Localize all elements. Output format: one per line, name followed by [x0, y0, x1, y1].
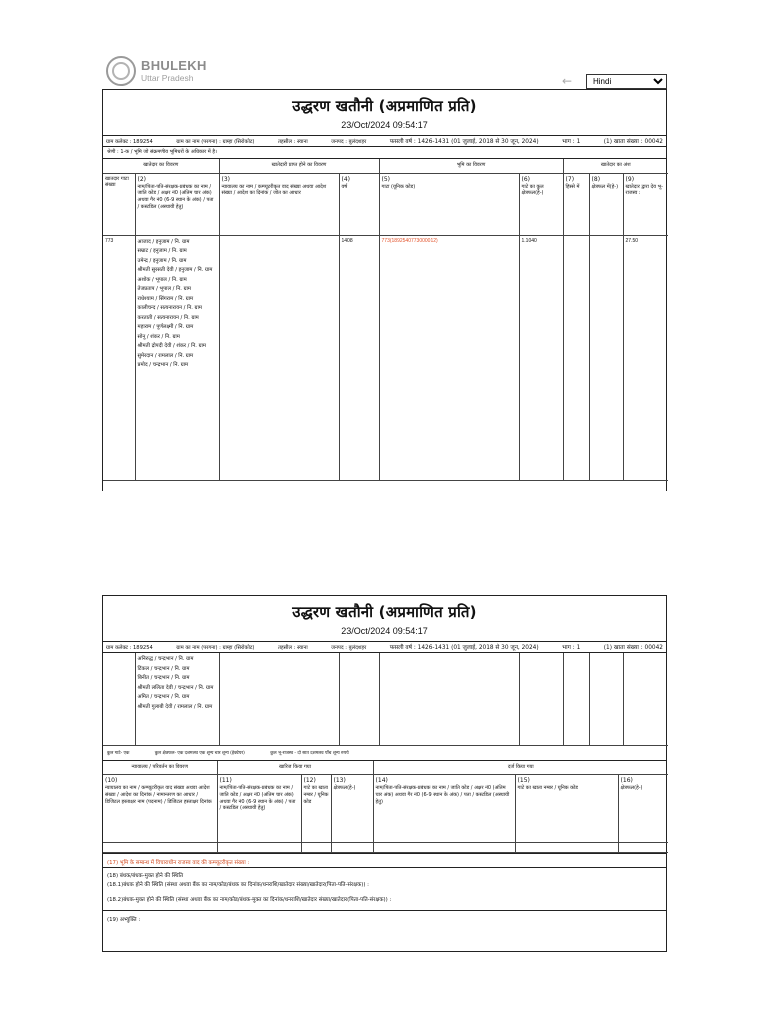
list-item: अनिरुद्ध / चन्द्रभान / नि. ग्राम — [137, 656, 194, 662]
khatauni-page-1 — [102, 89, 667, 491]
list-item: श्रीमती द्रोपदी देवी / शंकर / नि. ग्राम — [137, 343, 206, 350]
column-header: (15) गाटे का खाता नम्बर / यूनिक कोड — [515, 775, 618, 843]
column-header: (7) हिस्से में — [563, 173, 589, 235]
column-header: (6) गाटे का कुल क्षेत्रफल(हे-) — [519, 173, 563, 235]
group-header-darj: दर्ज किया गया — [373, 761, 668, 775]
tehsil: तहसील : स्याना — [277, 139, 308, 145]
column-header: (10) न्यायालय का नाम / कम्प्यूटरीकृत वाद संख्या अथवा आदेश संख्या / आदेश का दिनांक / नामान्तरण का आधार / डिजिटल हस्ताक्षर नाम (पदनाम) / डिजिटल हस्ताक्षर दिनांक — [103, 775, 217, 843]
column-header: (11) नाम/पिता-पति-संरक्षक-प्रबंधक का नाम / जाति कोड / अक्षर नं0 (अंतिम चार अंक) अथवा गैर नं0 (6-9 स्थान के अंक) / पता / कस्टडिल (अस्थायी हेतु) — [217, 775, 301, 843]
khatauni-page-2 — [102, 595, 667, 952]
meta-row — [103, 135, 666, 147]
shreni-line: श्रेणी : 1-क / भूमि जो संक्रमणीय भूमिधरों के अधिकार में है। — [103, 147, 666, 159]
page-title: उद्धरण खतौनी (अप्रमाणित प्रति) — [292, 603, 477, 621]
column-header: (8) क्षेत्रफल में(हे-) — [589, 173, 623, 235]
column-header: (12) गाटे का खाता नम्बर / यूनिक कोड — [301, 775, 331, 843]
list-item: टिंकल / चन्द्रभान / नि. ग्राम — [137, 665, 190, 672]
list-item: श्रीमती ललिता देवी / चन्द्रभान / नि. ग्राम — [137, 684, 214, 691]
list-item: उमेन्द्र / इनुजाम / नि. ग्राम — [137, 257, 187, 264]
up-seal-icon — [106, 56, 136, 86]
mutation-table — [103, 761, 668, 854]
gram-name: ग्राम का नाम (परगना) : ग्राम्हा (सिरोकोट) — [176, 645, 255, 651]
column-header: (9) खातेदार द्वारा देय भू-राजस्व : — [623, 173, 668, 235]
fasli-year: फसली वर्ष : 1426-1431 (01 जुलाई, 2018 से 30 जून, 2024) — [389, 645, 539, 651]
owner-continuation-table — [103, 653, 668, 746]
list-item: श्रीमती गुलाबी देवी / रामलाल / नि. ग्राम — [137, 703, 213, 710]
list-item: करताती / सत्यनारायन / नि. ग्राम — [137, 314, 199, 321]
group-header-bhumi: भूमि का विवरण — [379, 159, 563, 173]
totals-row — [103, 746, 666, 761]
list-item: तेजप्रताप / भूपाल / नि. ग्राम — [137, 286, 191, 293]
list-item: सुमेरदान / रामलाल / नि. ग्राम — [137, 352, 194, 359]
page-title: उद्धरण खतौनी (अप्रमाणित प्रति) — [292, 97, 477, 115]
field-19: (19) अभ्युक्ति : — [103, 910, 666, 924]
column-header: (5) गाटा (यूनिक कोड) — [379, 173, 519, 235]
field-18-1: (18.1)बंधक होने की स्थिति (संस्था अथवा बैंक का नाम/कोड/बंधक का दिनांक/धनराशि/खातेदार संख्या/खातेदार(पिता-पति-संरक्षक)) : — [107, 882, 369, 889]
fasli-year: फसली वर्ष : 1426-1431 (01 जुलाई, 2018 से 30 जून, 2024) — [389, 139, 539, 145]
table-row — [103, 653, 668, 745]
group-header-ansh: खातेदार का अंश — [563, 159, 668, 173]
khata-number: (1) खाता संख्या : 00042 — [603, 139, 663, 145]
gram-code: ग्राम कलेक्ट : 189254 — [106, 645, 153, 651]
list-item: सम्राट / इनुजाम / नि. ग्राम — [137, 248, 187, 255]
meta-row — [103, 641, 666, 653]
group-header-prapti: खातेदारी प्राप्त होने का विवरण — [219, 159, 379, 173]
back-arrow-icon[interactable]: ← — [562, 74, 573, 88]
gram-code: ग्राम कलेक्ट : 189254 — [106, 139, 153, 145]
owner-list-cell — [135, 235, 219, 480]
list-item: अशोक / भूपाल / नि. ग्राम — [137, 276, 187, 283]
total-area: कुल क्षेत्रफल- एक दशमलव एक शून्य चार शून्य (हेक्टेयर) — [154, 750, 245, 756]
column-header: (2) नाम/पिता-पति-संरक्षक-प्रबंधक का नाम / जाति कोड / अक्षर नं0 (अंतिम चार अंक) अथवा गैर नं0 (6-9 स्थान के अंक) / पता / कस्टडिल (अस्थायी हेतु) — [135, 173, 219, 235]
field-18 — [103, 867, 666, 910]
field-18-2: (18.2)बंधक-मुक्त होने की स्थिति (संस्था अथवा बैंक का नाम/कोड/बंधक-मुक्त का दिनांक/धनराशि/खातेदार संख्या/खातेदार(पिता-पति-संरक्षक)) : — [107, 897, 392, 904]
janpad: जनपद : बुलंदशहर — [331, 139, 367, 145]
list-item: प्रमोद / चन्द्रभान / नि. ग्राम — [137, 362, 189, 369]
list-item: आजाद / इनुजाम / नि. ग्राम — [137, 238, 190, 245]
plot-serial: 773 — [103, 235, 135, 480]
column-header: (13) क्षेत्रफल(हे-) — [331, 775, 373, 843]
group-header-nyayalay: न्यायालय / परिवर्तन का विवरण — [103, 761, 217, 775]
column-header: खातदार गाटा संख्या — [103, 173, 135, 235]
table-row — [103, 843, 668, 853]
column-header: (16) क्षेत्रफल(हे-) — [618, 775, 668, 843]
prapti-cell — [219, 235, 339, 480]
share-area-cell — [589, 235, 623, 480]
language-select[interactable] — [586, 74, 667, 89]
field-17-label: (17) भूमि के सम्बन्ध में विचाराधीन राजस्व वाद की कम्प्यूटरीकृत संख्या : — [107, 860, 250, 866]
total-gata: कुल गाटे- एक — [107, 750, 130, 756]
list-item: अमित / चन्द्रभान / नि. ग्राम — [137, 694, 190, 701]
owner-list — [138, 238, 217, 371]
khatedar-table — [103, 159, 668, 481]
janpad: जनपद : बुलंदशहर — [331, 645, 367, 651]
bhag: भाग : 1 — [562, 139, 581, 145]
year-cell: 1408 — [339, 235, 379, 480]
list-item: सोनू / शंकर / नि. ग्राम — [137, 333, 180, 340]
tehsil: तहसील : स्याना — [277, 645, 308, 651]
group-header-khatedar: खातेदार का विवरण — [103, 159, 219, 173]
list-item: श्रीमती सुरसती देवी / इनुजाम / नि. ग्राम — [137, 267, 213, 274]
column-header: (14) नाम/पिता-पति-संरक्षक-प्रबंधक का नाम / जाति कोड / अक्षर नं0 (अंतिम चार अंक) अथवा गैर नं0 (6-9 स्थान के अंक) / पता / कस्टडिल (अस्थायी हेतु) — [373, 775, 515, 843]
brand-subtitle: Uttar Pradesh — [141, 73, 194, 84]
bhag: भाग : 1 — [562, 645, 581, 651]
table-row — [103, 235, 668, 480]
list-item: कालीचन्द / सत्यनारायन / नि. ग्राम — [137, 305, 202, 312]
land-revenue: 27.50 — [623, 235, 668, 480]
field-17 — [103, 853, 666, 867]
page-datetime: 23/Oct/2024 09:54:17 — [341, 626, 428, 636]
list-item: बिनीत / चन्द्रभान / नि. ग्राम — [137, 675, 190, 682]
column-header: (3) न्यायालय का नाम / कम्प्यूटरीकृत वाद संख्या अथवा आदेश संख्या / आदेश का दिनांक / जोत का आधार — [219, 173, 339, 235]
total-revenue: कुल भू-राजस्व - दो सात दशमलव पाँच शून्य रुपये — [270, 750, 349, 756]
khata-number: (1) खाता संख्या : 00042 — [603, 645, 663, 651]
group-header-kharij: खारिज किया गया — [217, 761, 373, 775]
list-item: राधेश्याम / सिंगराम / नि. ग्राम — [137, 295, 194, 302]
column-header: (4) वर्ष — [339, 173, 379, 235]
brand-title: BHULEKH — [141, 58, 207, 74]
owner-list — [138, 655, 217, 712]
list-item: महाराम / पूर्णलक्ष्मी / नि. ग्राम — [137, 324, 194, 331]
page-datetime: 23/Oct/2024 09:54:17 — [341, 120, 428, 130]
plot-total-area: 1.1040 — [519, 235, 563, 480]
gram-name: ग्राम का नाम (परगना) : ग्राम्हा (सिरोकोट) — [176, 139, 255, 145]
bhulekh-logo[interactable] — [106, 56, 207, 86]
plot-unique-code-link[interactable]: 773(1892540773000012) — [379, 235, 519, 480]
field-18-title: (18) बंधक/बंधक-मुक्त होने की स्थिति — [107, 873, 184, 879]
share-cell — [563, 235, 589, 480]
